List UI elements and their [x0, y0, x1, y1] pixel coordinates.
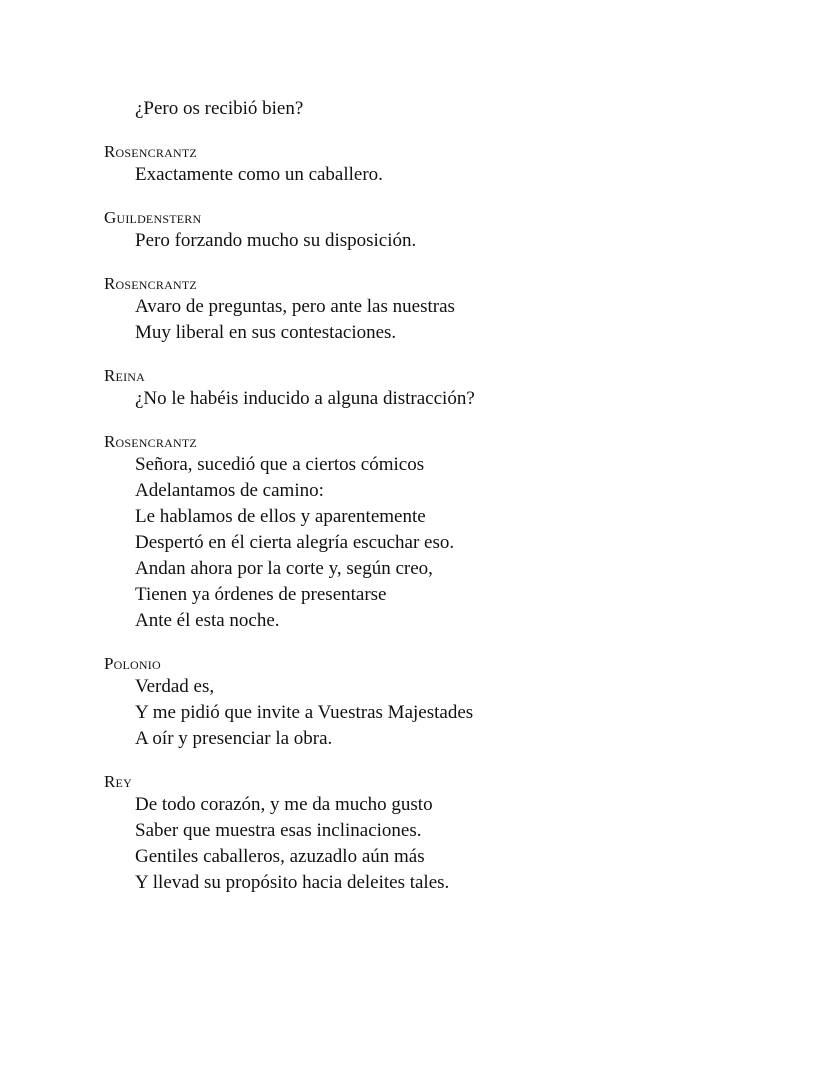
dialogue-lines [104, 386, 784, 412]
dialogue-lines [104, 674, 784, 752]
speech-block [104, 431, 784, 634]
speech-block [104, 365, 784, 412]
speaker-name: Rey [104, 772, 132, 791]
dialogue-lines [104, 294, 784, 346]
speaker-name: Reina [104, 366, 145, 385]
dialogue-line: Andan ahora por la corte y, según creo, [135, 558, 433, 579]
speech-block [104, 141, 784, 188]
speech-block [104, 207, 784, 254]
script-page [104, 96, 784, 915]
dialogue-line: Y llevad su propósito hacia deleites tales. [135, 872, 450, 893]
dialogue-line: Muy liberal en sus contestaciones. [135, 322, 397, 343]
dialogue-line: Pero forzando mucho su disposición. [135, 230, 417, 251]
dialogue-line: Exactamente como un caballero. [135, 164, 383, 185]
dialogue-lines [104, 452, 784, 634]
dialogue-line: De todo corazón, y me da mucho gusto [135, 794, 433, 815]
dialogue-line: Gentiles caballeros, azuzadlo aún más [135, 846, 425, 867]
dialogue-lines [104, 228, 784, 254]
dialogue-line: Ante él esta noche. [135, 610, 280, 631]
speech-block [104, 771, 784, 896]
dialogue-line: Avaro de preguntas, pero ante las nuestras [135, 296, 455, 317]
opening-line: ¿Pero os recibió bien? [135, 98, 304, 119]
dialogue-lines [104, 162, 784, 188]
speech-block [104, 653, 784, 752]
speaker-name: Rosencrantz [104, 432, 197, 451]
speaker-name: Polonio [104, 654, 161, 673]
dialogue-line: Le hablamos de ellos y aparentemente [135, 506, 426, 527]
dialogue-line: A oír y presenciar la obra. [135, 728, 333, 749]
dialogue-line: Despertó en él cierta alegría escuchar eso. [135, 532, 455, 553]
dialogue-line: Saber que muestra esas inclinaciones. [135, 820, 422, 841]
speech-block [104, 273, 784, 346]
dialogue-line: Verdad es, [135, 676, 215, 697]
speaker-name: Rosencrantz [104, 274, 197, 293]
dialogue-lines [104, 792, 784, 896]
dialogue-line: Tienen ya órdenes de presentarse [135, 584, 387, 605]
dialogue-line: Señora, sucedió que a ciertos cómicos [135, 454, 425, 475]
speaker-name: Rosencrantz [104, 142, 197, 161]
dialogue-line: Y me pidió que invite a Vuestras Majestades [135, 702, 474, 723]
speaker-name: Guildenstern [104, 208, 202, 227]
speech-list [104, 141, 784, 896]
dialogue-line: Adelantamos de camino: [135, 480, 324, 501]
dialogue-line: ¿No le habéis inducido a alguna distracción? [135, 388, 475, 409]
